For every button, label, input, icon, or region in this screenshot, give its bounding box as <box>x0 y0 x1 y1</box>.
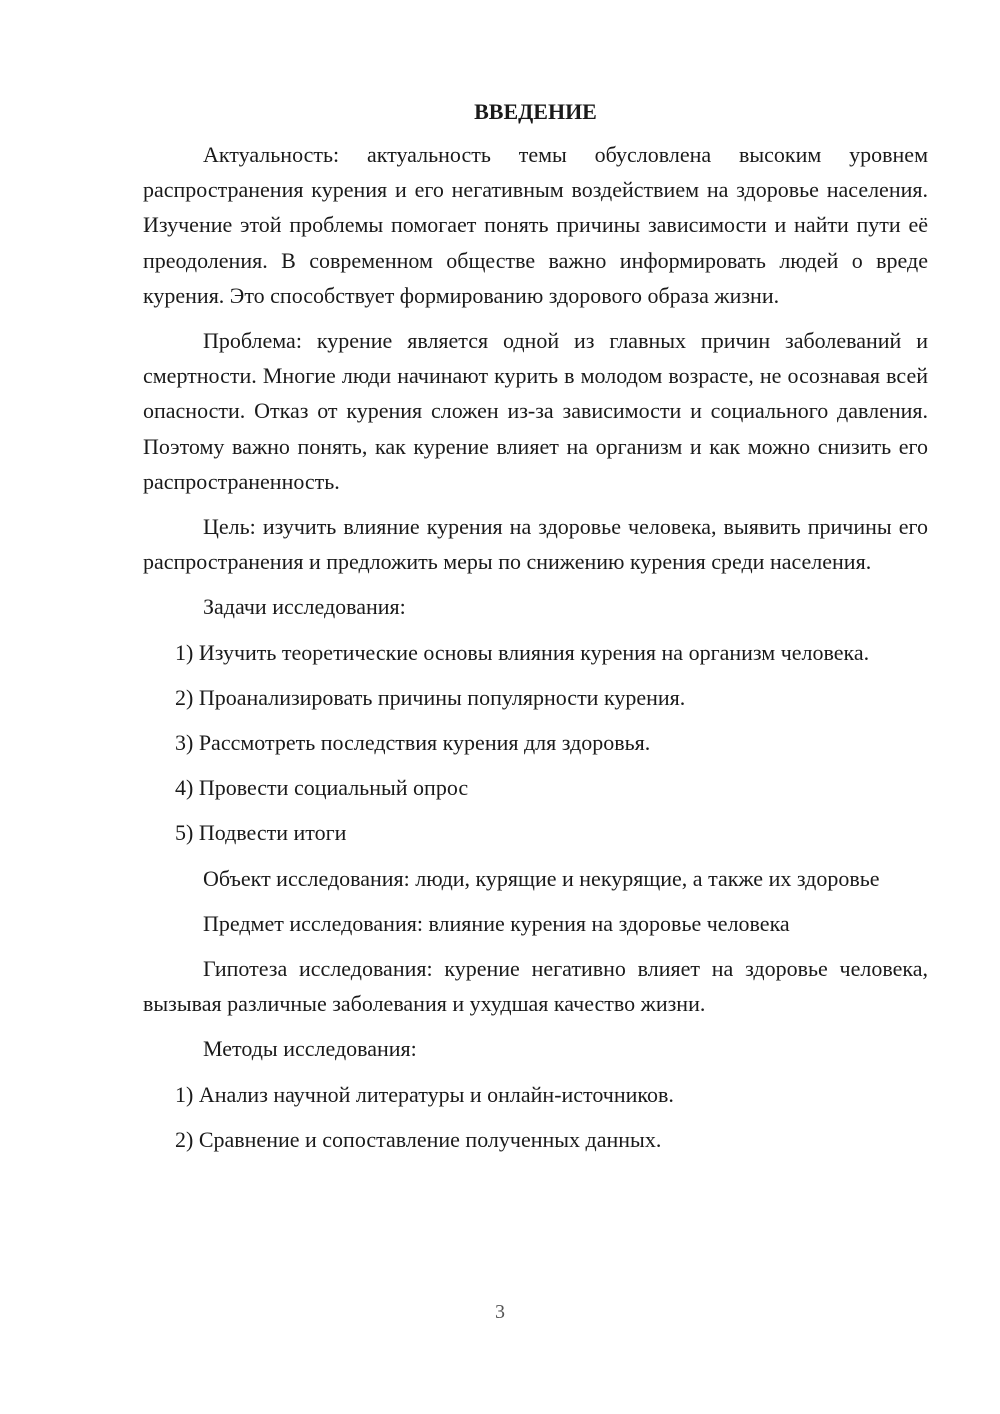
subject-paragraph: Предмет исследования: влияние курения на здоровье человека <box>203 910 790 936</box>
task-item-2: 2) Проанализировать причины популярности курения. <box>175 684 686 710</box>
document-page <box>143 94 928 1167</box>
tasks-heading: Задачи исследования: <box>203 594 406 620</box>
object-paragraph: Объект исследования: люди, курящие и некурящие, а также их здоровье <box>203 865 880 891</box>
section-title: ВВЕДЕНИЕ <box>474 99 597 124</box>
hypothesis-paragraph: Гипотеза исследования: курение негативно влияет на здоровье человека, вызывая различные заболевания и ухудшая качество жизни. <box>143 956 928 1017</box>
relevance-paragraph: Актуальность: актуальность темы обусловлена высоким уровнем распространения курения и его негативным воздействием на здоровье населения. Изучение этой проблемы помогает понять причины зависимости и найти пути её преодоления. В современном обществе важно информировать людей о вреде курения. Это способствует формированию здорового образа жизни. <box>143 142 928 308</box>
method-item-2: 2) Сравнение и сопоставление полученных данных. <box>175 1126 662 1152</box>
task-item-1: 1) Изучить теоретические основы влияния курения на организм человека. <box>175 639 870 665</box>
task-item-5: 5) Подвести итоги <box>175 820 347 846</box>
methods-heading: Методы исследования: <box>203 1036 417 1062</box>
task-item-4: 4) Провести социальный опрос <box>175 775 469 801</box>
problem-paragraph: Проблема: курение является одной из главных причин заболеваний и смертности. Многие люди начинают курить в молодом возрасте, не осознавая всей опасности. Отказ от курения сложен из-за зависимости и социального давления. Поэтому важно понять, как курение влияет на организм и как можно снизить его распространенность. <box>143 328 928 494</box>
goal-paragraph: Цель: изучить влияние курения на здоровье человека, выявить причины его распространения и предложить меры по снижению курения среди населения. <box>143 514 928 575</box>
task-item-3: 3) Рассмотреть последствия курения для здоровья. <box>175 730 651 756</box>
page-number: 3 <box>495 1301 505 1323</box>
method-item-1: 1) Анализ научной литературы и онлайн-источников. <box>175 1081 674 1107</box>
